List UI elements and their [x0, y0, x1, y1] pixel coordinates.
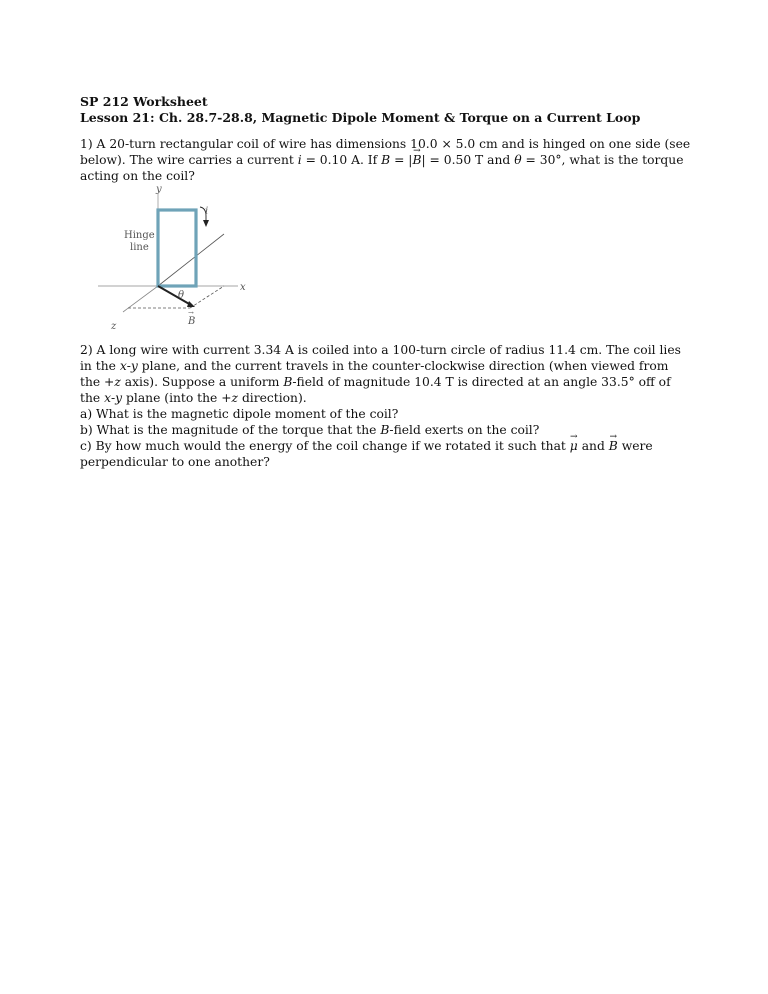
question-2-part-a: a) What is the magnetic dipole moment of the coil? [80, 407, 399, 421]
vec-b: → B [412, 152, 421, 168]
rectangular-coil [158, 210, 196, 286]
vec-mu: → μ [570, 438, 578, 454]
var-b-field-2: B [380, 423, 390, 437]
hinge-label-line1: Hinge [124, 230, 155, 241]
coil-plane-line [158, 234, 224, 286]
question-1-text-a: A 20-turn rectangular coil of wire has dimensions 10.0 × 5.0 cm and is hinged on one side (see below). The wire carries a current [80, 137, 691, 167]
question-2-text-f: direction). [241, 391, 307, 405]
question-1-text-d: = 30°, what is the torque acting on the coil? [80, 153, 684, 183]
var-b-field: B [283, 375, 293, 389]
hinged-coil-figure [88, 186, 288, 336]
y-axis-label: y [156, 186, 162, 195]
z-axis-label: z [111, 321, 117, 332]
coil-diagram [88, 186, 288, 336]
dashed-line-diagonal [190, 286, 224, 308]
var-x-y-2: x [104, 391, 111, 405]
question-2-number: 2) [80, 343, 93, 357]
b-field-label: B [188, 316, 196, 327]
question-2-part-c-1: c) By how much would the energy of the coil change if we rotated it such that [80, 439, 566, 453]
var-b: B [381, 153, 391, 167]
hinge-label-line2: line [130, 242, 149, 253]
question-2-text-d: -field of magnitude 10.4 T is directed at an angle 33.5° off of the [80, 375, 671, 405]
current-label: i [205, 206, 209, 217]
question-1-text-b: = 0.10 A. If [305, 153, 378, 167]
question-2-text-e: plane (into the + [126, 391, 232, 405]
var-z-2: z [231, 391, 239, 405]
question-2-part-b-2: -field exerts on the coil? [389, 423, 540, 437]
question-2-part-b [80, 422, 692, 438]
vec-b-2: → B [609, 438, 618, 454]
current-arrowhead-icon [203, 220, 209, 227]
worksheet-page [80, 94, 692, 470]
question-2-text: 2) A long wire with current 3.34 A is coiled into a 100-turn circle of radius 11.4 cm. The coil lies in the x-y plane, and the current travels in the counter-clockwise direction (when viewed from the +z axis). Suppose a uniform B-field of magnitude 10.4 T is directed at an angle 33.5° off of the x-y plane (into the +z direction). [80, 343, 681, 405]
var-x-y: x [119, 359, 127, 373]
worksheet-header [80, 94, 692, 126]
theta-label: θ [178, 290, 185, 301]
b-field-arrowhead-icon [187, 301, 195, 307]
question-2-text-a: A long wire with current 3.34 A is coiled into a 100-turn circle of radius 11.4 cm. The coil lies in the [80, 343, 681, 373]
var-i: i [297, 153, 302, 167]
question-1-text-c: = 0.50 T and [429, 153, 511, 167]
question-2-part-b-1: b) What is the magnitude of the torque that the [80, 423, 377, 437]
question-2-text-b: plane, and the current travels in the counter-clockwise direction (when viewed from the + [80, 359, 669, 389]
question-1-number: 1) [80, 137, 93, 151]
x-axis-label: x [240, 282, 246, 293]
b-field-label-arrow: → [188, 309, 194, 317]
b-field-vector [158, 286, 191, 305]
question-2-part-c-3: were perpendicular to one another? [80, 439, 653, 469]
worksheet-title: SP 212 Worksheet [80, 94, 208, 109]
question-2-part-c [80, 438, 692, 470]
question-2-part-c-2: and [581, 439, 605, 453]
question-2-text-c: axis). Suppose a uniform [124, 375, 280, 389]
lesson-title: Lesson 21: Ch. 28.7-28.8, Magnetic Dipole Moment & Torque on a Current Loop [80, 110, 641, 125]
var-z: z [114, 375, 121, 389]
var-theta: θ [514, 153, 522, 167]
question-1-text: 1) A 20-turn rectangular coil of wire has dimensions 10.0 × 5.0 cm and is hinged on one side (see below). The wire carries a current i = 0.10 A. If B = |→ B| = 0.50 T and θ = 30°, what is the torque acting on the coil? [80, 136, 692, 184]
